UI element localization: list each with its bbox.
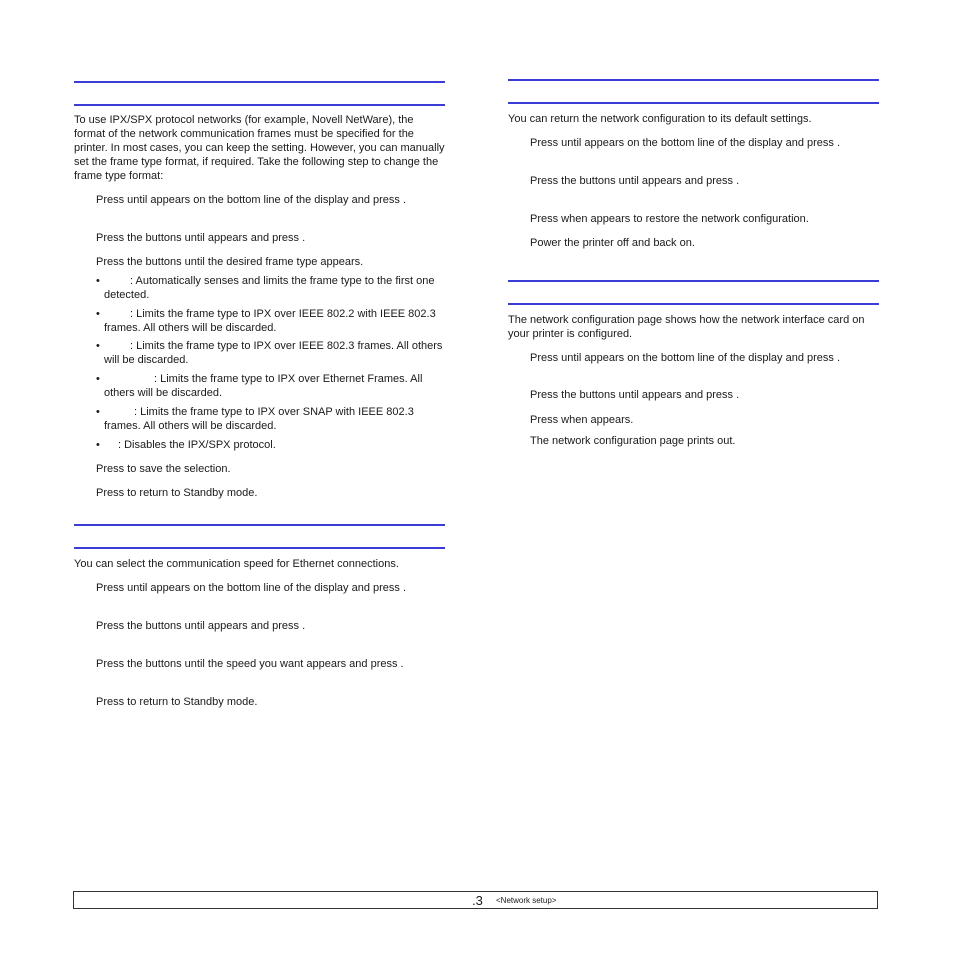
section-rule-bottom [74, 547, 445, 549]
restore-step-4: Power the printer off and back on. [530, 237, 695, 249]
speed-step-3: Press the buttons until the speed you want appears and press . [96, 658, 404, 670]
section-rule-top [74, 81, 445, 83]
bullet-dot: • [96, 373, 100, 385]
speed-step-1: Press until appears on the bottom line of the display and press . [96, 582, 407, 594]
section-rule-top [508, 280, 879, 282]
frame-step-5: Press to return to Standby mode. [96, 487, 258, 499]
page-number: .3 [472, 893, 483, 908]
config-step-3: Press when appears. [530, 414, 634, 426]
speed-step-2: Press the buttons until appears and press . [96, 620, 306, 632]
config-page-intro: The network configuration page shows how the network interface card on your printer is configured. [508, 314, 865, 340]
frame-step-2: Press the buttons until appears and press . [96, 232, 306, 244]
section-rule-bottom [74, 104, 445, 106]
frame-step-1: Press until appears on the bottom line of the display and press . [96, 194, 407, 206]
ethernet-speed-intro: You can select the communication speed for Ethernet connections. [74, 558, 399, 570]
section-rule-bottom [508, 303, 879, 305]
bullet-dot: • [96, 439, 100, 451]
bullet-dot: • [96, 340, 100, 352]
config-step-1: Press until appears on the bottom line of the display and press . [530, 352, 841, 364]
page-footer [73, 891, 878, 909]
frame-bullet-auto: • : Automatically senses and limits the frame type to the first one detected. [96, 275, 435, 301]
bullet-dot: • [96, 406, 100, 418]
chapter-label: <Network setup> [496, 896, 557, 905]
section-rule-bottom [508, 102, 879, 104]
frame-step-3: Press the buttons until the desired frame type appears. [96, 256, 364, 268]
config-step-4: The network configuration page prints out. [530, 435, 736, 447]
restore-step-3: Press when appears to restore the network configuration. [530, 213, 809, 225]
frame-bullet-8023: • : Limits the frame type to IPX over IEEE 802.3 frames. All others will be discarded. [96, 340, 443, 366]
restore-step-2: Press the buttons until appears and press . [530, 175, 740, 187]
frame-step-4: Press to save the selection. [96, 463, 231, 475]
bullet-dot: • [96, 275, 100, 287]
bullet-dot: • [96, 308, 100, 320]
frame-bullet-8022: • : Limits the frame type to IPX over IEEE 802.2 with IEEE 802.3 frames. All others will be discarded. [96, 308, 436, 334]
section-rule-top [508, 79, 879, 81]
restore-intro: You can return the network configuration to its default settings. [508, 113, 812, 125]
speed-step-4: Press to return to Standby mode. [96, 696, 258, 708]
frame-bullet-ethernet: • : Limits the frame type to IPX over Ethernet Frames. All others will be discarded. [96, 373, 423, 399]
section-rule-top [74, 524, 445, 526]
frame-bullet-off: • : Disables the IPX/SPX protocol. [96, 439, 276, 451]
restore-step-1: Press until appears on the bottom line of the display and press . [530, 137, 841, 149]
config-step-2: Press the buttons until appears and press . [530, 389, 740, 401]
frame-type-intro: To use IPX/SPX protocol networks (for example, Novell NetWare), the format of the network communication frames must be specified for the printer. In most cases, you can keep the setting. However, you can manually set the frame type format, if required. Take the following step to change the frame type format: [74, 114, 445, 182]
frame-bullet-snap: • : Limits the frame type to IPX over SNAP with IEEE 802.3 frames. All others will be discarded. [96, 406, 414, 432]
